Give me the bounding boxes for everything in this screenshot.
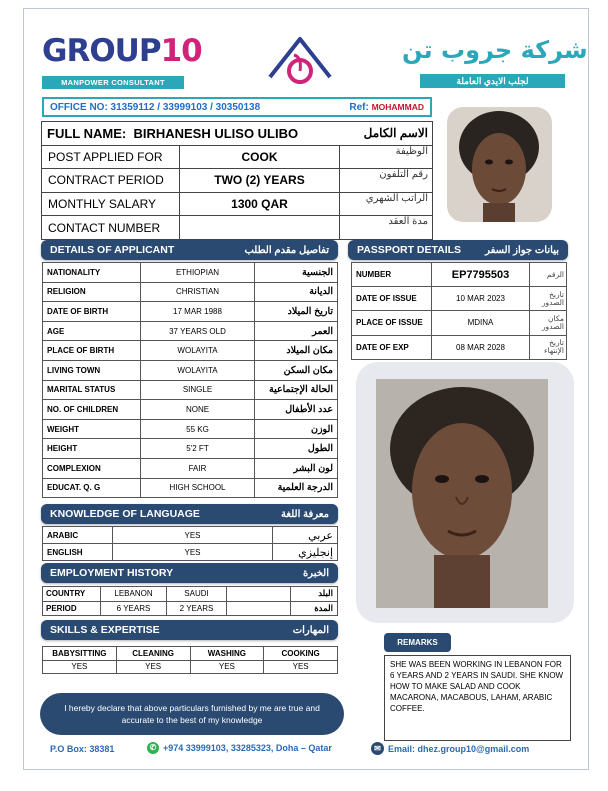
- footer-email: ✉ Email: dhez.group10@gmail.com: [371, 742, 529, 755]
- table-row: AGE 37 YEARS OLD العمر: [43, 321, 338, 341]
- skills-table: [42, 646, 338, 674]
- name-label: FULL NAME:: [47, 125, 127, 141]
- table-row: NUMBER EP7795503 الرقم: [352, 263, 567, 287]
- table-row: BABYSITTING CLEANING WASHING COOKING: [43, 647, 338, 661]
- email-icon: ✉: [371, 742, 384, 755]
- main-info-table: [41, 121, 433, 240]
- table-row: COUNTRY LEBANON SAUDI البلد: [43, 587, 338, 602]
- table-row: DATE OF EXP 08 MAR 2028 تاريخ الإنتهاء: [352, 335, 567, 359]
- name-value: BIRHANESH ULISO ULIBO: [133, 125, 299, 141]
- table-row: DATE OF BIRTH 17 MAR 1988 تاريخ الميلاد: [43, 302, 338, 322]
- table-row: MONTHLY SALARY 1300 QAR الراتب الشهري: [42, 192, 433, 216]
- table-row: NO. OF CHILDREN NONE عدد الأطفال: [43, 400, 338, 420]
- remarks-text: SHE WAS BEEN WORKING IN LEBANON FOR 6 YEARS AND 2 YEARS IN SAUDI. SHE KNOW HOW TO MAKE SALAD AND COOK MACARONA, MACABOUS, LAHAM, ARABIC COFFEE.: [384, 655, 571, 741]
- skills-header: SKILLS & EXPERTISE المهارات: [41, 620, 338, 640]
- remarks-header: REMARKS: [384, 633, 451, 652]
- table-row: PERIOD 6 YEARS 2 YEARS المدة: [43, 601, 338, 616]
- table-row: YES YES YES YES: [43, 660, 338, 674]
- whatsapp-icon: ✆: [147, 742, 159, 754]
- footer-pobox: P.O Box: 38381: [50, 744, 115, 754]
- applicant-photo-large: [376, 379, 548, 608]
- table-row: ARABIC YES عربي: [43, 527, 338, 544]
- company-emblem-icon: [264, 33, 336, 89]
- table-row: ENGLISH YES إنجليزي: [43, 544, 338, 561]
- table-row: PLACE OF BIRTH WOLAYITA مكان الميلاد: [43, 341, 338, 361]
- name-label-ar: الاسم الكامل: [363, 125, 428, 140]
- table-row: EDUCAT. Q. G HIGH SCHOOL الدرجة العلمية: [43, 478, 338, 498]
- table-row: HEIGHT 5'2 FT الطول: [43, 439, 338, 459]
- table-row: PLACE OF ISSUE MDINA مكان الصدور: [352, 311, 567, 335]
- group10-logo: GROUP10: [42, 33, 202, 69]
- ref: Ref: MOHAMMAD: [349, 101, 424, 113]
- table-row: RELIGION CHRISTIAN الديانة: [43, 282, 338, 302]
- language-header: KNOWLEDGE OF LANGUAGE معرفة اللغة: [41, 504, 338, 524]
- details-header: DETAILS OF APPLICANT تفاصيل مقدم الطلب: [41, 240, 338, 260]
- passport-table: [351, 262, 567, 360]
- employment-table: [42, 586, 338, 616]
- footer-phone: ✆ +974 33999103, 33285323, Doha – Qatar: [147, 742, 332, 754]
- table-row: NATIONALITY ETHIOPIAN الجنسية: [43, 263, 338, 283]
- employment-header: EMPLOYMENT HISTORY الخبرة: [41, 563, 338, 583]
- logo-tagline: MANPOWER CONSULTANT: [42, 76, 184, 89]
- table-row: COMPLEXION FAIR لون البشر: [43, 458, 338, 478]
- table-row: WEIGHT 55 KG الوزن: [43, 419, 338, 439]
- table-row: DATE OF ISSUE 10 MAR 2023 تاريخ الصدور: [352, 287, 567, 311]
- declaration: I hereby declare that above particulars furnished by me are true and accurate to the best of my knowledge: [40, 693, 344, 735]
- arabic-logo-tagline: لجلب الايدي العاملة: [420, 74, 565, 88]
- arabic-logo: شركة جروب تن: [402, 36, 588, 64]
- office-bar: [42, 97, 432, 117]
- office-numbers: OFFICE NO: 31359112 / 33999103 / 30350138: [50, 101, 261, 113]
- passport-header: PASSPORT DETAILS بيانات جواز السفر: [348, 240, 568, 260]
- table-row: MARITAL STATUS SINGLE الحالة الإجتماعية: [43, 380, 338, 400]
- table-row: CONTACT NUMBER مدة العقد: [42, 216, 433, 240]
- table-row: LIVING TOWN WOLAYITA مكان السكن: [43, 360, 338, 380]
- language-table: [42, 526, 338, 561]
- details-table: [42, 262, 338, 498]
- table-row: CONTRACT PERIOD TWO (2) YEARS رقم التلفون: [42, 169, 433, 193]
- name-row: [42, 122, 433, 146]
- applicant-photo-small: [447, 107, 552, 222]
- table-row: POST APPLIED FOR COOK الوظيفة: [42, 145, 433, 169]
